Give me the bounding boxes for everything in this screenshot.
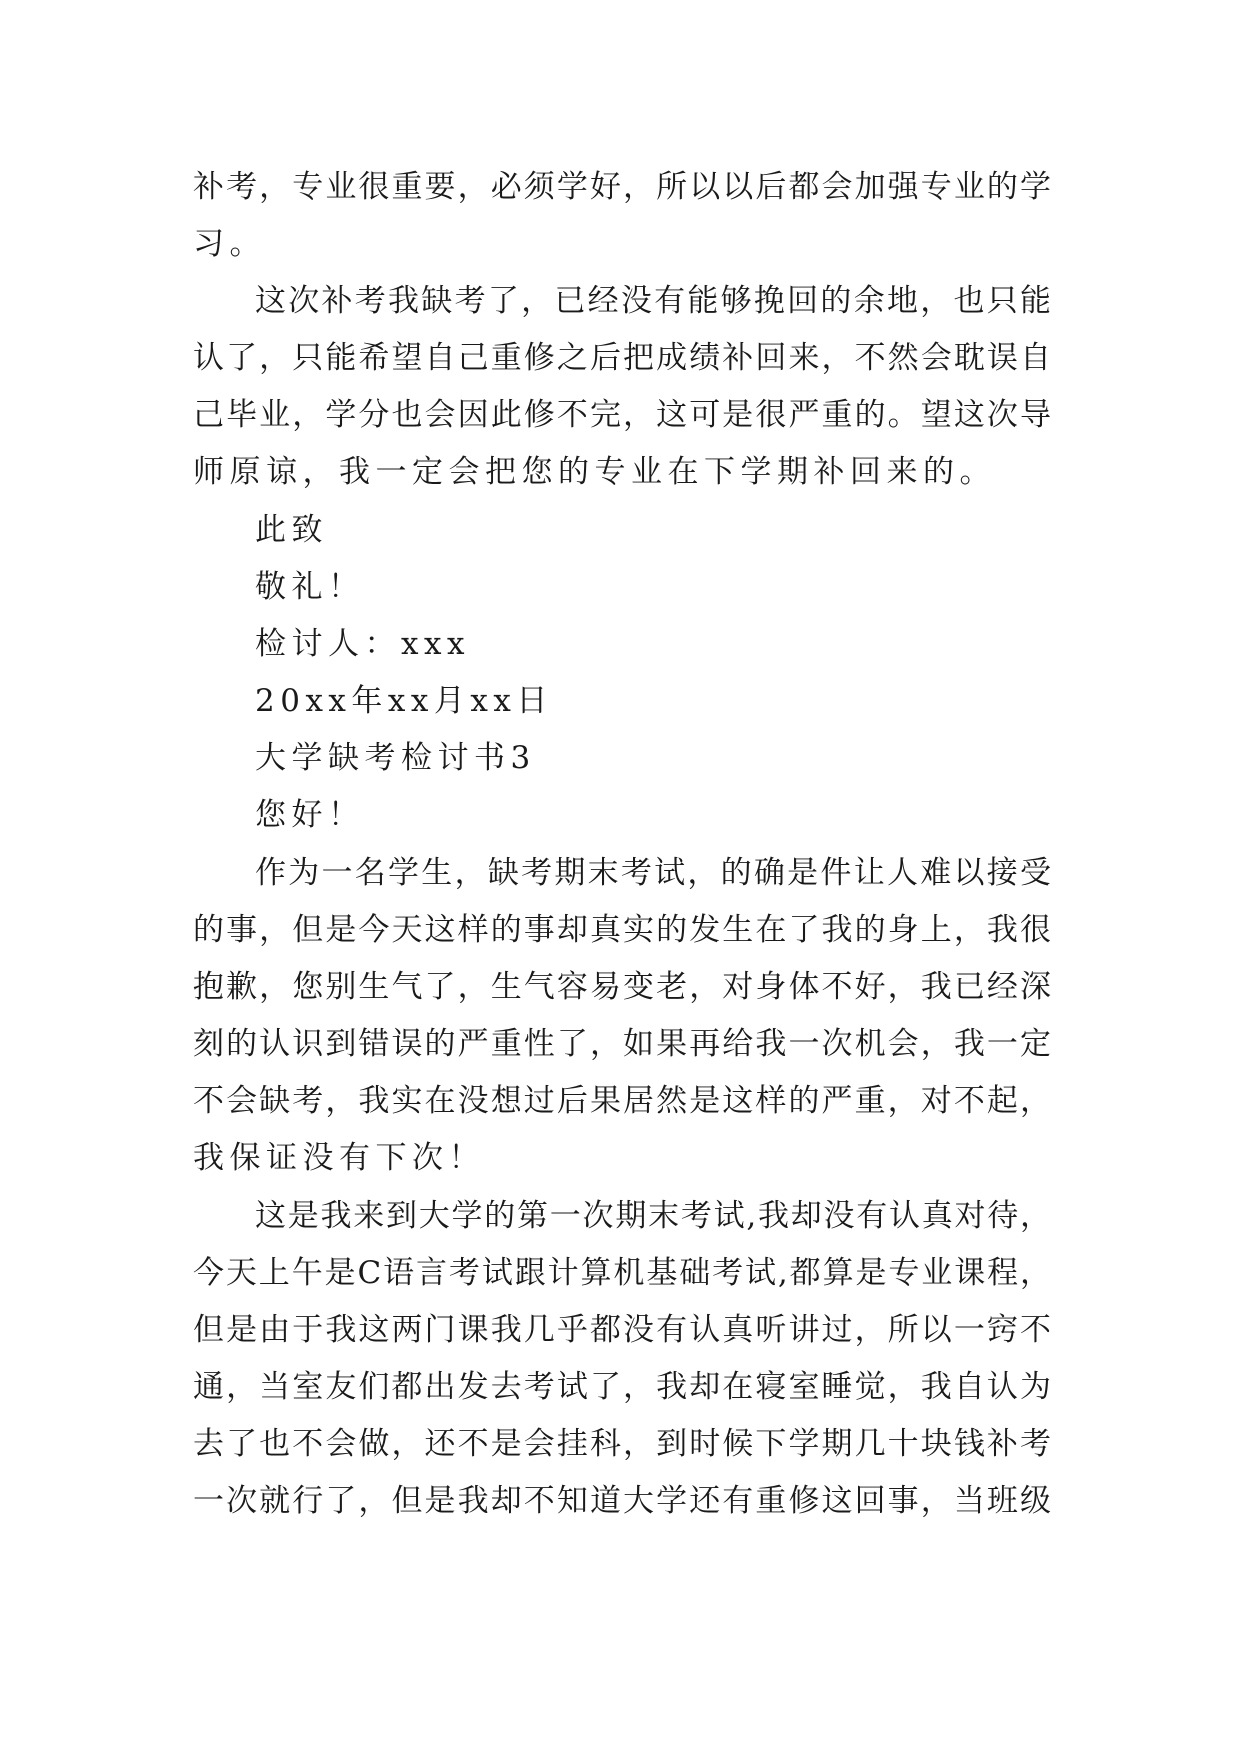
text-line: 师原谅，我一定会把您的专业在下学期补回来的。	[193, 454, 996, 490]
text-line: 的事，但是今天这样的事却真实的发生在了我的身上，我很	[193, 912, 1051, 948]
text-line: 我保证没有下次！	[193, 1140, 485, 1176]
paragraph-line: 作为一名学生，缺考期末考试，的确是件让人难以接受	[255, 855, 1051, 891]
text-line: 通，当室友们都出发去考试了，我却在寝室睡觉，我自认为	[193, 1369, 1051, 1405]
text-line: 抱歉，您别生气了，生气容易变老，对身体不好，我已经深	[193, 969, 1051, 1005]
paragraph-line: 这次补考我缺考了，已经没有能够挽回的余地，也只能	[255, 283, 1051, 319]
text-line: 但是由于我这两门课我几乎都没有认真听讲过，所以一窍不	[193, 1312, 1051, 1348]
text-line: 习。	[193, 226, 266, 262]
text-line: 不会缺考，我实在没想过后果居然是这样的严重，对不起，	[193, 1083, 1051, 1119]
text-line: 己毕业，学分也会因此修不完，这可是很严重的。望这次导	[193, 397, 1051, 433]
greeting-line: 您好！	[255, 797, 365, 833]
closing-line: 此致	[255, 512, 328, 548]
date-line: 20xx年xx月xx日	[255, 683, 553, 719]
text-line: 补考，专业很重要，必须学好，所以以后都会加强专业的学	[193, 169, 1051, 205]
section-title: 大学缺考检讨书3	[255, 740, 536, 776]
text-line: 去了也不会做，还不是会挂科，到时候下学期几十块钱补考	[193, 1426, 1051, 1462]
text-line: 一次就行了，但是我却不知道大学还有重修这回事，当班级	[193, 1483, 1051, 1519]
paragraph-line: 这是我来到大学的第一次期末考试,我却没有认真对待，	[255, 1198, 1051, 1234]
text-line: 刻的认识到错误的严重性了，如果再给我一次机会，我一定	[193, 1026, 1051, 1062]
text-line: 认了，只能希望自己重修之后把成绩补回来，不然会耽误自	[193, 340, 1051, 376]
signature-line: 检讨人：xxx	[255, 626, 470, 662]
closing-salutation: 敬礼！	[255, 569, 365, 605]
text-line: 今天上午是C语言考试跟计算机基础考试,都算是专业课程，	[193, 1255, 1051, 1291]
